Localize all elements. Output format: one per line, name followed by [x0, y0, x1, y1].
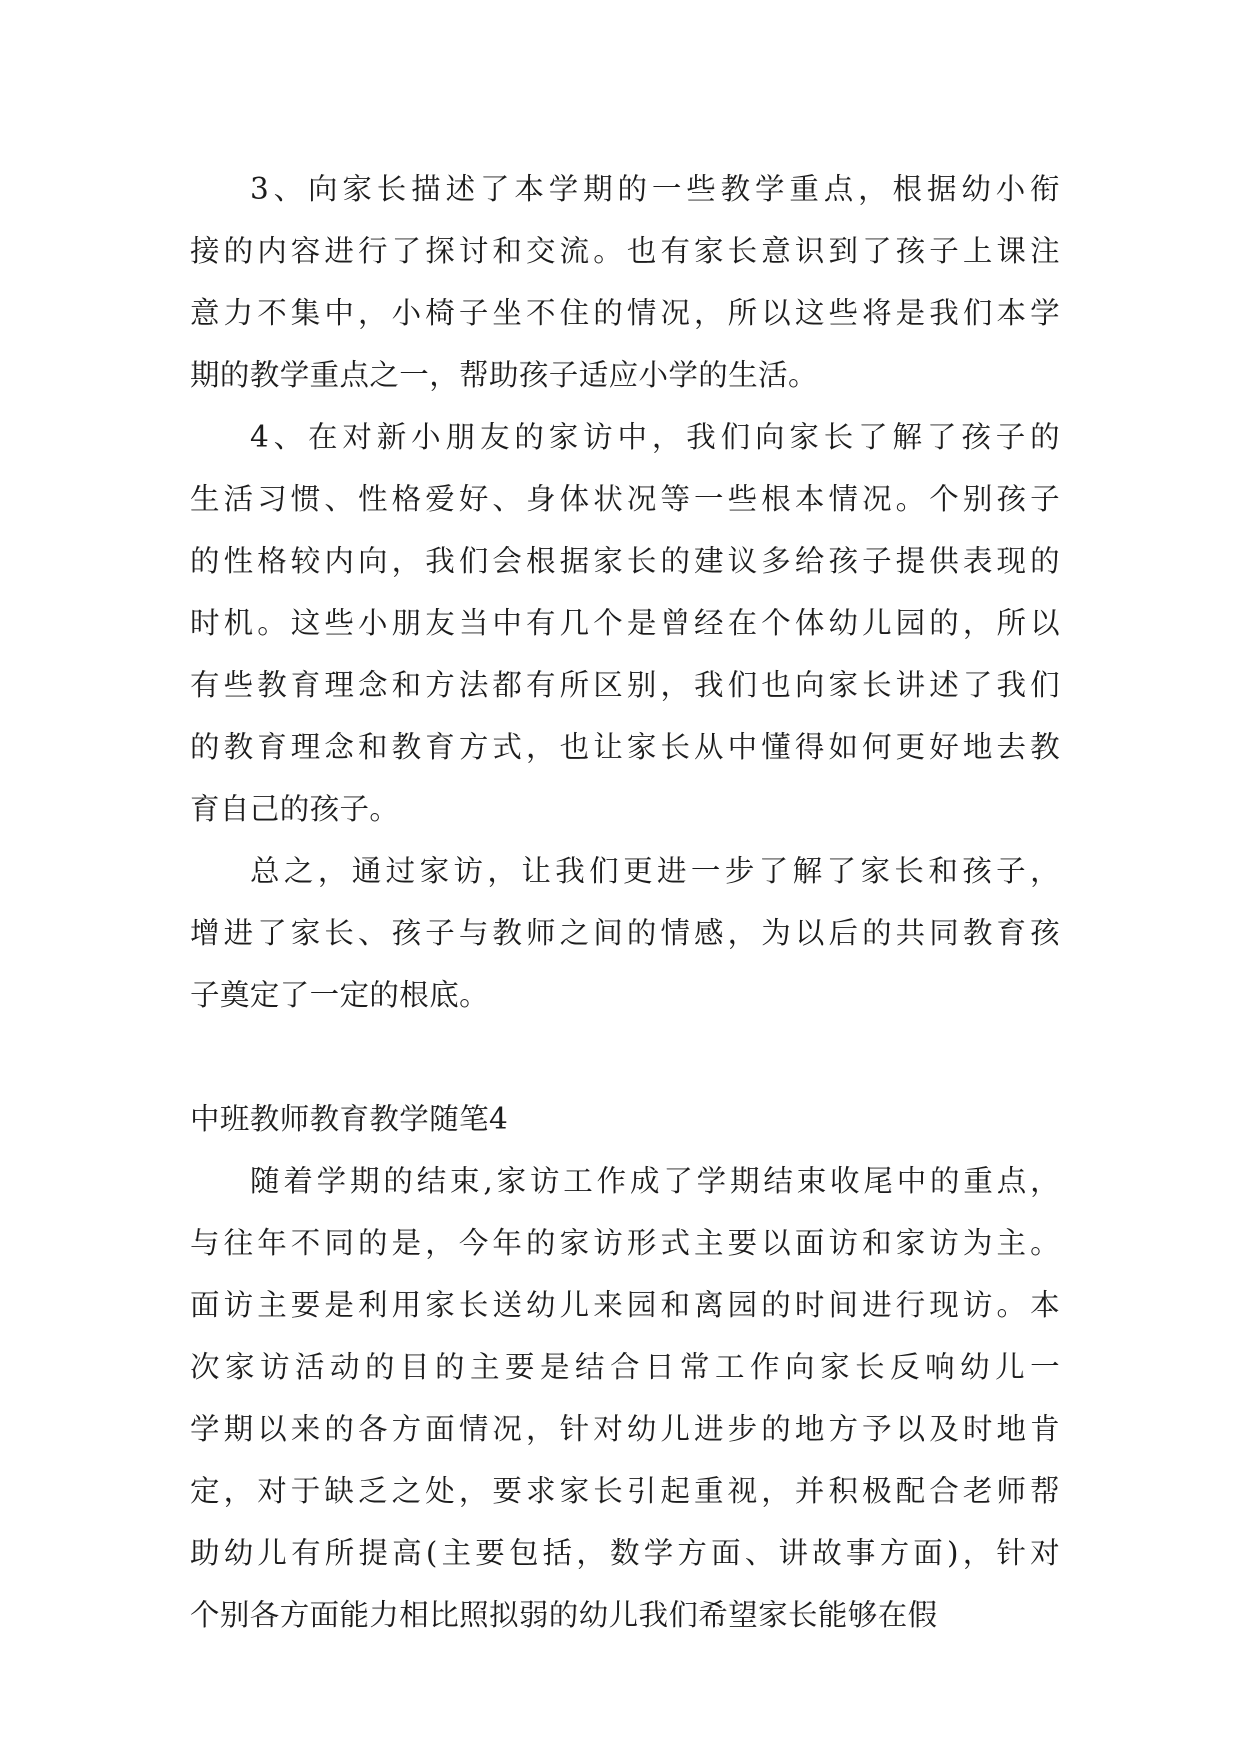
paragraph-line: 助幼儿有所提高(主要包括，数学方面、讲故事方面)，针对 [190, 1536, 1060, 1570]
paragraph-line: 有些教育理念和方法都有所区别，我们也向家长讲述了我们 [190, 668, 1060, 702]
bottom-paragraphs [190, 1150, 1060, 1646]
paragraph-line: 意力不集中，小椅子坐不住的情况，所以这些将是我们本学 [190, 296, 1060, 330]
paragraph-line: 次家访活动的目的主要是结合日常工作向家长反响幼儿一 [190, 1350, 1060, 1384]
paragraph [190, 1150, 1060, 1646]
paragraph-line: 育自己的孩子。 [190, 792, 400, 826]
paragraph-line: 的性格较内向，我们会根据家长的建议多给孩子提供表现的 [190, 544, 1060, 578]
paragraph [190, 158, 1060, 406]
section-title: 中班教师教育教学随笔4 [190, 1102, 509, 1136]
paragraph-line: 增进了家长、孩子与教师之间的情感，为以后的共同教育孩 [190, 916, 1060, 950]
paragraph-line: 的教育理念和教育方式，也让家长从中懂得如何更好地去教 [190, 730, 1060, 764]
top-paragraphs [190, 158, 1060, 1026]
section-spacer [190, 1026, 1060, 1088]
paragraph-line: 定，对于缺乏之处，要求家长引起重视，并积极配合老师帮 [190, 1474, 1060, 1508]
paragraph-line: 面访主要是利用家长送幼儿来园和离园的时间进行现访。本 [190, 1288, 1060, 1322]
paragraph-line: 随着学期的结束,家访工作成了学期结束收尾中的重点， [250, 1164, 1060, 1198]
paragraph-line: 个别各方面能力相比照拟弱的幼儿我们希望家长能够在假 [190, 1598, 938, 1632]
paragraph-line: 接的内容进行了探讨和交流。也有家长意识到了孩子上课注 [190, 234, 1060, 268]
paragraph-line: 4、在对新小朋友的家访中，我们向家长了解了孩子的 [250, 420, 1060, 454]
paragraph-line: 与往年不同的是，今年的家访形式主要以面访和家访为主。 [190, 1226, 1060, 1260]
paragraph-line: 子奠定了一定的根底。 [190, 978, 490, 1012]
paragraph-line: 学期以来的各方面情况，针对幼儿进步的地方予以及时地肯 [190, 1412, 1060, 1446]
paragraph-line: 时机。这些小朋友当中有几个是曾经在个体幼儿园的，所以 [190, 606, 1060, 640]
paragraph-line: 期的教学重点之一，帮助孩子适应小学的生活。 [190, 358, 818, 392]
paragraph-line: 总之，通过家访，让我们更进一步了解了家长和孩子， [250, 854, 1060, 888]
paragraph [190, 406, 1060, 840]
paragraph-line: 3、向家长描述了本学期的一些教学重点，根据幼小衔 [250, 172, 1060, 206]
paragraph [190, 840, 1060, 1026]
paragraph-line: 生活习惯、性格爱好、身体状况等一些根本情况。个别孩子 [190, 482, 1060, 516]
document-body [190, 158, 1060, 1646]
